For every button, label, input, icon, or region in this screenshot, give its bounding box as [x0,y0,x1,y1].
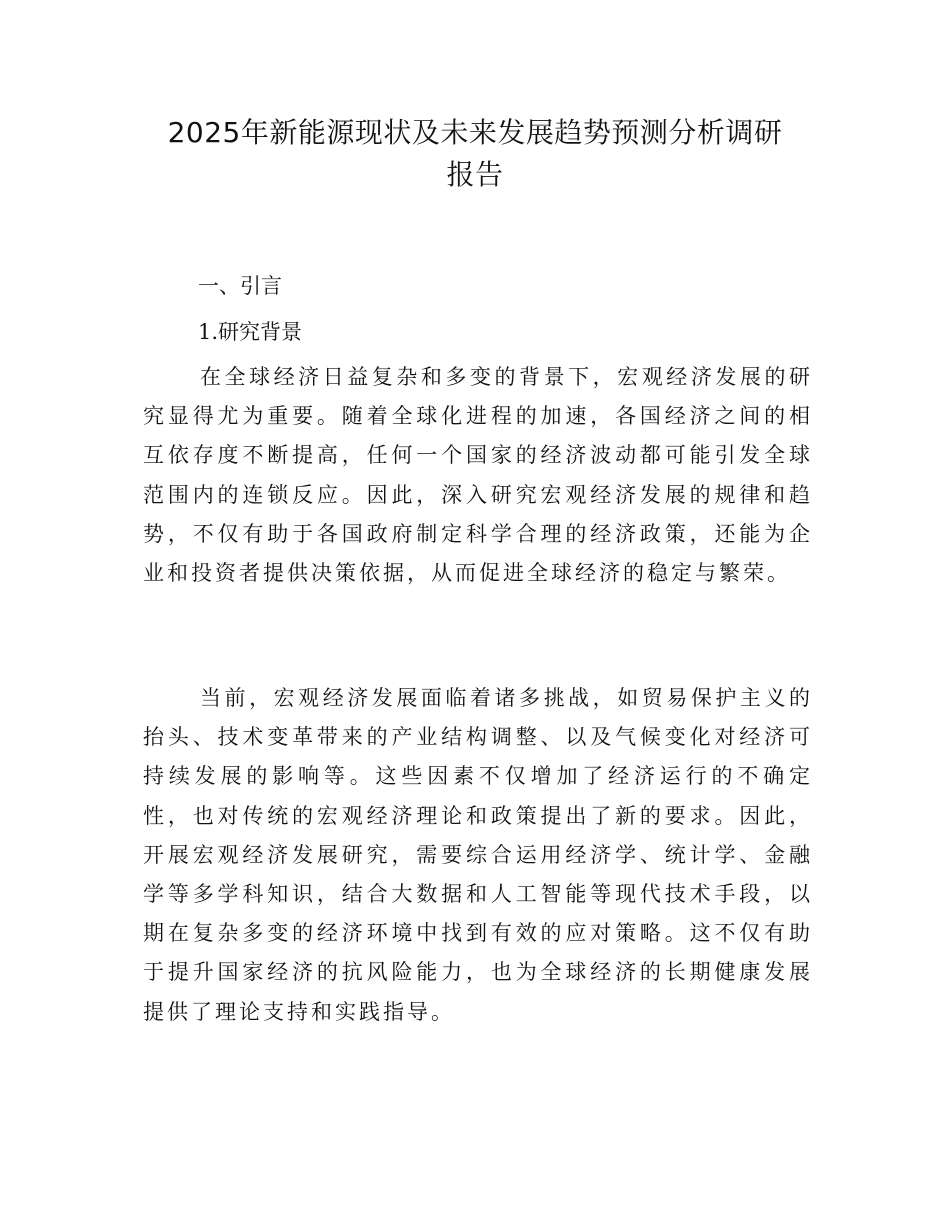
document-title-line-1: 2025年新能源现状及未来发展趋势预测分析调研 [167,116,783,149]
document-title [120,112,830,196]
document-title-line-2: 报告 [446,158,504,191]
body-paragraph-1: 在全球经济日益复杂和多变的背景下，宏观经济发展的研究显得尤为重要。随着全球化进程的加速，各国经济之间的相互依存度不断提高，任何一个国家的经济波动都可能引发全球范围内的连锁反应。因此，深入研究宏观经济发展的规律和趋势，不仅有助于各国政府制定科学合理的经济政策，还能为企业和投资者提供决策依据，从而促进全球经济的稳定与繁荣。 [143,365,813,586]
subsection-heading-research-background: 1.研究背景 [198,320,303,344]
body-paragraph-2: 当前，宏观经济发展面临着诸多挑战，如贸易保护主义的抬头、技术变革带来的产业结构调整、以及气候变化对经济可持续发展的影响等。这些因素不仅增加了经济运行的不确定性，也对传统的宏观经济理论和政策提出了新的要求。因此，开展宏观经济发展研究，需要综合运用经济学、统计学、金融学等多学科知识，结合大数据和人工智能等现代技术手段，以期在复杂多变的经济环境中找到有效的应对策略。这不仅有助于提升国家经济的抗风险能力，也为全球经济的长期健康发展提供了理论支持和实践指导。 [143,686,813,1024]
section-heading-introduction: 一、引言 [198,274,282,298]
